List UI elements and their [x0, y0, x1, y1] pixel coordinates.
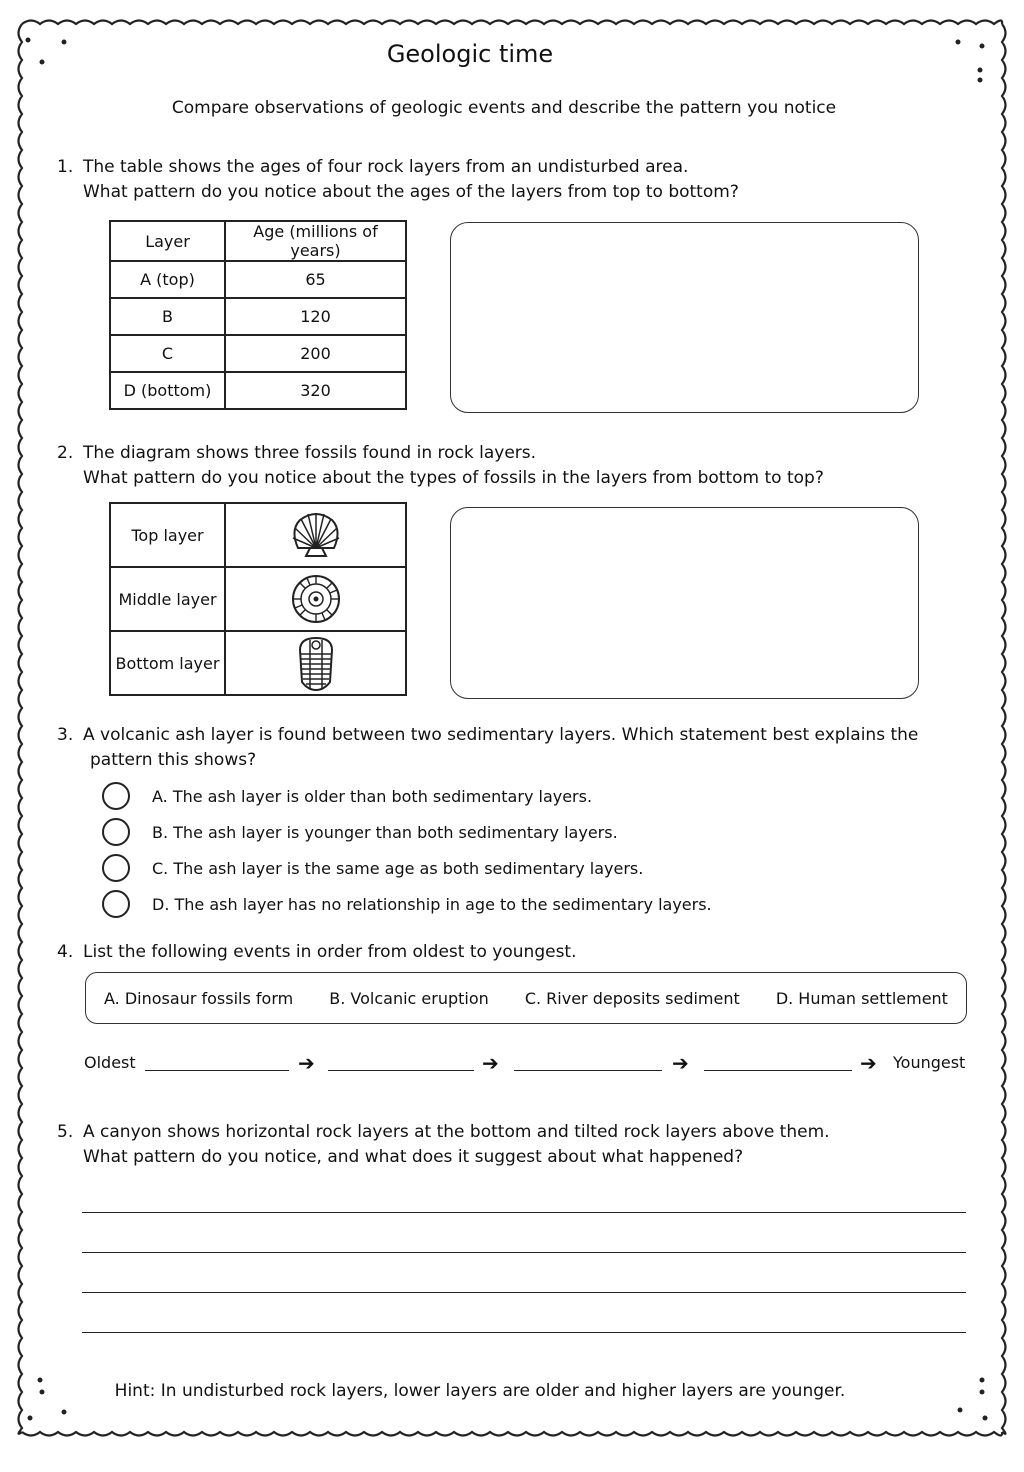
order-sequence: [84, 1050, 974, 1076]
question-number: 3.: [57, 725, 74, 745]
oldest-label: Oldest: [84, 1053, 136, 1072]
age-cell: 65: [225, 261, 406, 298]
table-row: [110, 631, 406, 695]
order-blank-4[interactable]: [704, 1070, 852, 1071]
table-row: [110, 503, 406, 567]
question-text: What pattern do you notice about the types of fossils in the layers from bottom to top?: [83, 468, 824, 488]
question-text: A volcanic ash layer is found between two sedimentary layers. Which statement best explains the: [83, 725, 919, 745]
layer-cell: B: [110, 298, 225, 335]
fossil-diagram-table: [109, 502, 407, 696]
radio-button[interactable]: [102, 854, 130, 882]
arrow-icon: ➔: [860, 1051, 877, 1075]
answer-line[interactable]: [82, 1212, 966, 1213]
option-text: A. The ash layer is older than both sedimentary layers.: [152, 786, 593, 806]
rock-ages-table: [109, 220, 407, 410]
event-item: D. Human settlement: [775, 988, 948, 1008]
question-1: [57, 155, 739, 205]
radio-button[interactable]: [102, 782, 130, 810]
event-item: A. Dinosaur fossils form: [104, 988, 294, 1008]
question-2: [57, 441, 824, 491]
events-list: [85, 972, 967, 1024]
option-d[interactable]: [102, 890, 712, 918]
order-blank-3[interactable]: [514, 1070, 662, 1071]
order-blank-2[interactable]: [328, 1070, 474, 1071]
page-subtitle: Compare observations of geologic events and describe the pattern you notice: [171, 98, 837, 118]
table-header-row: [110, 221, 406, 261]
answer-box-q2[interactable]: [450, 507, 919, 699]
question-text: pattern this shows?: [90, 750, 257, 770]
question-text: The diagram shows three fossils found in rock layers.: [83, 443, 537, 463]
event-item: C. River deposits sediment: [524, 988, 740, 1008]
column-header-age: Age (millions of years): [225, 221, 406, 261]
table-row: [110, 298, 406, 335]
age-cell: 320: [225, 372, 406, 409]
question-text: The table shows the ages of four rock layers from an undisturbed area.: [83, 157, 689, 177]
option-c[interactable]: [102, 854, 643, 882]
option-text: D. The ash layer has no relationship in age to the sedimentary layers.: [152, 894, 712, 914]
layer-cell: D (bottom): [110, 372, 225, 409]
order-blank-1[interactable]: [145, 1070, 289, 1071]
question-number: 2.: [57, 443, 74, 463]
layer-cell: C: [110, 335, 225, 372]
question-text: What pattern do you notice, and what does it suggest about what happened?: [83, 1147, 744, 1167]
answer-box-q1[interactable]: [450, 222, 919, 413]
age-cell: 120: [225, 298, 406, 335]
ammonite-fossil-icon: [289, 572, 343, 626]
youngest-label: Youngest: [893, 1053, 966, 1072]
shell-fossil-icon: [286, 508, 346, 562]
answer-line[interactable]: [82, 1332, 966, 1333]
table-row: [110, 372, 406, 409]
radio-button[interactable]: [102, 818, 130, 846]
question-number: 4.: [57, 942, 74, 962]
question-5: [57, 1120, 830, 1170]
answer-line[interactable]: [82, 1292, 966, 1293]
arrow-icon: ➔: [672, 1051, 689, 1075]
event-item: B. Volcanic eruption: [329, 988, 489, 1008]
table-row: [110, 567, 406, 631]
layer-cell: A (top): [110, 261, 225, 298]
question-text: What pattern do you notice about the ages of the layers from top to bottom?: [83, 182, 739, 202]
answer-line[interactable]: [82, 1252, 966, 1253]
question-text: List the following events in order from oldest to youngest.: [83, 942, 577, 962]
column-header-layer: Layer: [110, 221, 225, 261]
option-text: B. The ash layer is younger than both sedimentary layers.: [152, 822, 618, 842]
age-cell: 200: [225, 335, 406, 372]
table-row: [110, 335, 406, 372]
layer-label: Middle layer: [110, 567, 225, 631]
option-a[interactable]: [102, 782, 592, 810]
layer-label: Top layer: [110, 503, 225, 567]
question-number: 5.: [57, 1122, 74, 1142]
table-row: [110, 261, 406, 298]
question-number: 1.: [57, 157, 74, 177]
radio-button[interactable]: [102, 890, 130, 918]
arrow-icon: ➔: [482, 1051, 499, 1075]
question-3: [57, 723, 918, 773]
page-title: Geologic time: [386, 40, 554, 68]
question-4: [57, 940, 577, 965]
question-text: A canyon shows horizontal rock layers at the bottom and tilted rock layers above them.: [83, 1122, 830, 1142]
option-text: C. The ash layer is the same age as both sedimentary layers.: [152, 858, 644, 878]
layer-label: Bottom layer: [110, 631, 225, 695]
arrow-icon: ➔: [298, 1051, 315, 1075]
option-b[interactable]: [102, 818, 618, 846]
hint-text: Hint: In undisturbed rock layers, lower layers are older and higher layers are younger.: [114, 1381, 846, 1401]
trilobite-fossil-icon: [294, 634, 338, 692]
